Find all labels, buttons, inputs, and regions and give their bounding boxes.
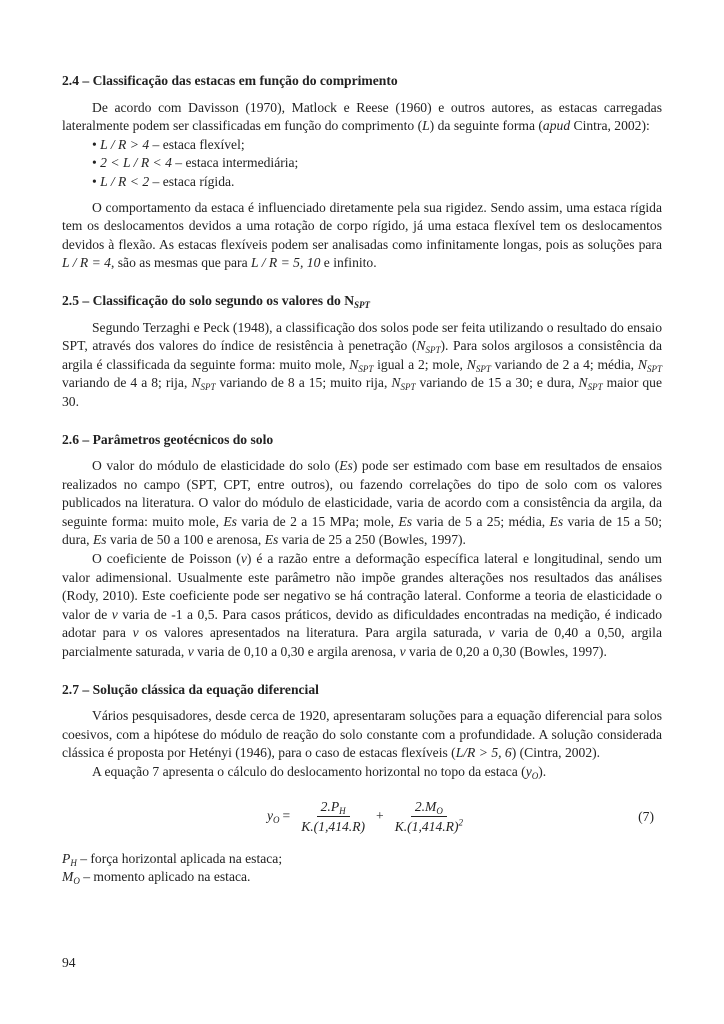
section-2-5: [62, 292, 662, 412]
list-item: • L / R > 4 – estaca flexível;: [92, 136, 245, 152]
bullet-list: [92, 136, 662, 192]
paragraph: O comportamento da estaca é influenciado diretamente pela sua rigidez. Sendo assim, uma estaca rígida tem os deslocamentos devidos a uma rotação de corpo rígido, já uma estaca flexível tem os deslocamentos devidos à flexão. As estacas flexíveis podem ser analisadas como infinitamente longas, pois as soluções para L / R = 4, são as mesmas que para L / R = 5, 10 e infinito.: [62, 199, 662, 271]
page-body: [62, 72, 662, 906]
section-heading: 2.5 – Classificação do solo segundo os valores do $N_{SPT}$: [62, 292, 371, 310]
equation-number: (7): [638, 808, 654, 824]
list-item: • L / R < 2 – estaca rígida.: [92, 173, 235, 189]
paragraph: Segundo Terzaghi e Peck (1948), a classificação dos solos pode ser feita utilizando o resultado do ensaio SPT, através dos valores do índice de resistência à penetração $(N_{SPT})$. Para solos argilosos a consistência da argila é classificada da seguinte forma: muito mole, $N_{SPT}$ igual a 2; mole, $N_{SPT}$ variando de 2 a 4; média, $N_{SPT}$ variando de 4 a 8; rija, $N_{SPT}$ variando de 8 a 15; muito rija, $N_{SPT}$ variando de 15 a 30; e dura, $N_{SPT}$ maior que 30.: [62, 319, 663, 409]
equation-7: [62, 788, 662, 846]
definition-item: $M_O$ – momento aplicado na estaca.: [62, 869, 251, 887]
paragraph: A equação 7 apresenta o cálculo do deslocamento horizontal no topo da estaca $(y_O)$.: [92, 764, 547, 781]
fraction: $\frac{2.M_O}{K.(1,414.R)^2}$: [394, 799, 464, 835]
section-heading: 2.4 – Classificação das estacas em função do comprimento: [62, 73, 398, 88]
definition-item: $P_H$ – força horizontal aplicada na estaca;: [62, 850, 283, 868]
paragraph: O coeficiente de Poisson (ν) é a razão entre a deformação específica lateral e longitudinal, sendo um valor adimensional. Usualmente este parâmetro não impõe grandes alterações nos resultados das análises (Rody, 2010). Este coeficiente pode ser negativo se há contração lateral. Conforme a teoria de elasticidade o valor de ν varia de -1 a 0,5. Para casos práticos, devido as dificuldades encontradas na medição, é indicado adotar para ν os valores apresentados na literatura. Para argila saturada, ν varia de 0,40 a 0,50, argila parcialmente saturada, ν varia de 0,10 a 0,30 e argila arenosa, ν varia de 0,20 a 0,30 (Bowles, 1997).: [62, 551, 663, 660]
paragraph: O valor do módulo de elasticidade do solo (Es) pode ser estimado com base em resultados de ensaios realizados no campo (SPT, CPT, entre outros), ou fazendo correlações do tipo de solo com os valores publicados na literatura. O valor do módulo de elasticidade, varia de acordo com a consistência da argila, da seguinte forma: muito mole, Es varia de 2 a 15 MPa; mole, Es varia de 5 a 25; média, Es varia de 15 a 50; dura, Es varia de 50 a 100 e arenosa, Es varia de 25 a 250 (Bowles, 1997).: [62, 458, 662, 548]
list-item: • 2 < L / R < 4 – estaca intermediária;: [92, 155, 299, 171]
fraction: $\frac{2.P_H}{K.(1,414.R)}$: [301, 799, 366, 835]
page-number: 94: [62, 955, 76, 970]
equation-lhs: $y_O$: [267, 808, 280, 826]
paragraph: Vários pesquisadores, desde cerca de 1920, apresentaram soluções para a equação diferencial para solos coesivos, com a hipótese do módulo de reação do solo constante com a profundidade. A solução considerada clássica é proposta por Hetényi (1946), para o caso de estacas flexíveis (L/R > 5, 6) (Cintra, 2002).: [62, 708, 662, 761]
paragraph: De acordo com Davisson (1970), Matlock e Reese (1960) e outros autores, as estacas carregadas lateralmente podem ser classificadas em função do comprimento (L) da seguinte forma (apud Cintra, 2002):: [62, 99, 662, 134]
equation-body: $y_O$ = $\frac{2.P_H}{K.(1,414.R)}$ + $\frac{2.M_O}{K.(1,414.R)^2}$: [267, 788, 471, 846]
section-heading: 2.7 – Solução clássica da equação diferencial: [62, 681, 319, 697]
section-heading: 2.6 – Parâmetros geotécnicos do solo: [62, 431, 274, 447]
section-2-7: [62, 681, 662, 887]
symbol-definitions: [62, 850, 662, 887]
section-2-6: [62, 431, 662, 662]
section-2-4: [62, 72, 662, 273]
